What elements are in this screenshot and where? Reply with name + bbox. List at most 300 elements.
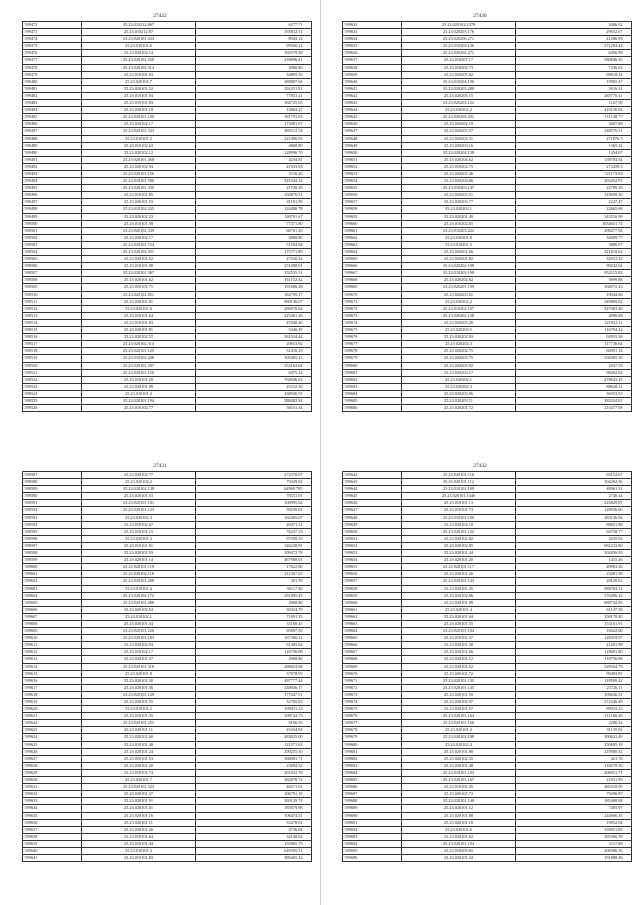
account-code-cell: 25.23.020101.35 — [402, 585, 516, 592]
amount-cell: 649395.51 — [196, 847, 312, 854]
record-id-cell: 599655 — [343, 185, 402, 192]
table-row — [343, 720, 632, 727]
record-id-cell: 599622 — [23, 720, 82, 727]
amount-cell: 28129.61 — [516, 578, 632, 585]
record-id-cell: 599684 — [343, 769, 402, 776]
account-code-cell: 25.23.020203.17 — [402, 369, 516, 376]
table-row — [343, 784, 632, 791]
amount-cell: 7405.97 — [516, 805, 632, 812]
table-row — [23, 178, 312, 185]
amount-cell: 109411.23 — [196, 706, 312, 713]
account-code-cell: 25.23.010101.109 — [402, 486, 516, 493]
table-row — [23, 170, 312, 177]
amount-cell: 960136.67 — [196, 298, 312, 305]
record-id-cell: 599667 — [343, 270, 402, 277]
amount-cell: 118278.39 — [516, 762, 632, 769]
account-code-cell: 25.23.020101.24 — [402, 855, 516, 862]
record-id-cell: 599479 — [23, 71, 82, 78]
amount-cell: 382878.72 — [196, 777, 312, 784]
table-row — [343, 628, 632, 635]
record-id-cell: 599636 — [343, 50, 402, 57]
table-row — [343, 241, 632, 248]
record-id-cell: 599503 — [23, 241, 82, 248]
amount-cell: 100995.64 — [196, 500, 312, 507]
record-id-cell: 599646 — [343, 121, 402, 128]
account-code-cell: 25.23.020202.93 — [402, 334, 516, 341]
table-row — [343, 606, 632, 613]
table-row — [343, 92, 632, 99]
table-row — [343, 691, 632, 698]
account-code-cell: 25.23.020102.17 — [82, 121, 196, 128]
table-row — [23, 762, 312, 769]
account-code-cell: 25.23.020101.14 — [82, 557, 196, 564]
table-row — [23, 578, 312, 585]
table-row — [343, 805, 632, 812]
account-code-cell: 25.23.020101.156 — [82, 170, 196, 177]
amount-cell: 106474.51 — [196, 812, 312, 819]
amount-cell: 111148.77 — [516, 114, 632, 121]
amount-cell: 385512.54 — [196, 128, 312, 135]
amount-cell: 99483.85 — [516, 670, 632, 677]
amount-cell: 109472.78 — [196, 550, 312, 557]
amount-cell: 191888.26 — [516, 855, 632, 862]
page-number: 27430 — [473, 13, 487, 19]
account-code-cell: 25.23.020101.116 — [402, 472, 516, 479]
record-id-cell: 599676 — [343, 334, 402, 341]
account-code-cell: 25.23.020202.138 — [402, 312, 516, 319]
amount-cell: 206586.16 — [516, 847, 632, 854]
account-code-cell: 25.23.020204.138 — [402, 149, 516, 156]
account-code-cell: 25.23.010102.1 — [82, 613, 196, 620]
table-row — [23, 791, 312, 798]
account-code-cell: 25.23.020101.44 — [402, 550, 516, 557]
table-row — [343, 85, 632, 92]
record-id-cell: 599635 — [23, 812, 82, 819]
account-code-cell: 25.23.010101.64 — [82, 833, 196, 840]
record-id-cell: 599677 — [343, 341, 402, 348]
record-id-cell: 599605 — [23, 599, 82, 606]
record-id-cell: 599495 — [23, 185, 82, 192]
amount-cell: 48961.51 — [516, 486, 632, 493]
record-id-cell: 599499 — [23, 213, 82, 220]
amount-cell: 498477.94 — [516, 227, 632, 234]
amount-cell: 213477.58 — [516, 405, 632, 412]
table-row — [23, 507, 312, 514]
record-id-cell: 599496 — [23, 192, 82, 199]
table-row — [343, 156, 632, 163]
record-id-cell: 599662 — [343, 234, 402, 241]
amount-cell: 155865.79 — [196, 840, 312, 847]
record-id-cell: 599507 — [23, 270, 82, 277]
account-code-cell: 25.23.010203.198 — [402, 270, 516, 277]
record-id-cell: 599665 — [343, 256, 402, 263]
table-row — [343, 355, 632, 362]
record-id-cell: 599500 — [23, 220, 82, 227]
record-id-cell: 599644 — [343, 486, 402, 493]
amount-cell: 99560.24 — [196, 43, 312, 50]
amount-cell: 77471.80 — [196, 220, 312, 227]
account-code-cell: 25.23.010101.73 — [402, 507, 516, 514]
amount-cell: 108744.73 — [196, 713, 312, 720]
record-id-cell: 599661 — [343, 227, 402, 234]
record-id-cell: 599490 — [23, 149, 82, 156]
amount-cell: 19052.94 — [516, 819, 632, 826]
table-row — [343, 479, 632, 486]
record-id-cell: 599658 — [343, 206, 402, 213]
table-row — [343, 677, 632, 684]
account-code-cell: 25.23.010101.506 — [82, 178, 196, 185]
table-row — [23, 620, 312, 627]
amount-cell: 106791.18 — [196, 791, 312, 798]
table-row — [23, 192, 312, 199]
table-row — [343, 227, 632, 234]
table-row — [343, 656, 632, 663]
account-code-cell: 25.23.020203.77 — [402, 199, 516, 206]
amount-cell: 17622.80 — [196, 564, 312, 571]
record-id-cell: 599511 — [23, 298, 82, 305]
amount-cell: 164725.63 — [196, 100, 312, 107]
record-id-cell: 599517 — [23, 341, 82, 348]
amount-cell: 288807.04 — [196, 78, 312, 85]
table-row — [23, 22, 312, 29]
records-table — [342, 471, 632, 862]
account-code-cell: 25.23.020102.82 — [402, 535, 516, 542]
amount-cell: 37878.93 — [196, 670, 312, 677]
account-code-cell: 25.23.020101.8 — [82, 670, 196, 677]
amount-cell: 41933.83 — [196, 163, 312, 170]
account-code-cell: 25.23.020101.323 — [82, 784, 196, 791]
record-id-cell: 599606 — [23, 606, 82, 613]
account-code-cell: 25.23.020203.11 — [402, 397, 516, 404]
amount-cell: 61147.58 — [516, 606, 632, 613]
amount-cell: 285770.41 — [516, 92, 632, 99]
account-code-cell: 25.23.020101.52 — [82, 256, 196, 263]
record-id-cell: 599650 — [343, 528, 402, 535]
amount-cell: 185879.98 — [196, 805, 312, 812]
account-code-cell: 25.23.020101.123 — [82, 507, 196, 514]
record-id-cell: 599631 — [23, 784, 82, 791]
table-row — [343, 642, 632, 649]
account-code-cell: 25.23.020101.60 — [82, 734, 196, 741]
amount-cell: 3886.07 — [516, 241, 632, 248]
record-id-cell: 599474 — [23, 36, 82, 43]
table-row — [343, 706, 632, 713]
account-code-cell: 25.23.020102.66 — [402, 592, 516, 599]
amount-cell: 438036.53 — [196, 390, 312, 397]
table-row — [343, 528, 632, 535]
record-id-cell: 599686 — [343, 405, 402, 412]
record-id-cell: 599596 — [23, 535, 82, 542]
record-id-cell: 599612 — [23, 649, 82, 656]
account-code-cell: 25.23.020203.122 — [402, 100, 516, 107]
table-row — [23, 256, 312, 263]
table-row — [23, 305, 312, 312]
amount-cell: 59239.81 — [196, 507, 312, 514]
account-code-cell: 25.23.020101.7 — [82, 78, 196, 85]
table-row — [23, 713, 312, 720]
record-id-cell: 599652 — [343, 542, 402, 549]
record-id-cell: 599628 — [23, 762, 82, 769]
record-id-cell: 599635 — [343, 43, 402, 50]
table-row — [343, 521, 632, 528]
account-code-cell: 25.23.010101.40 — [82, 741, 196, 748]
account-code-cell: 25.23.020101.255 — [82, 720, 196, 727]
record-id-cell: 599649 — [343, 521, 402, 528]
record-id-cell: 599651 — [343, 156, 402, 163]
record-id-cell: 599482 — [23, 92, 82, 99]
account-code-cell: 25.23.020101.104 — [402, 840, 516, 847]
amount-cell: 271284.42 — [516, 43, 632, 50]
amount-cell: 124486.78 — [196, 206, 312, 213]
account-code-cell: 25.23.020201.199 — [402, 284, 516, 291]
amount-cell: 30324.79 — [196, 606, 312, 613]
record-id-cell: 599591 — [23, 500, 82, 507]
record-id-cell: 599587 — [23, 472, 82, 479]
table-row — [343, 727, 632, 734]
record-id-cell: 599610 — [23, 635, 82, 642]
account-code-cell: 25.23.020101.55 — [82, 699, 196, 706]
record-id-cell: 599523 — [23, 383, 82, 390]
records-table — [22, 471, 312, 862]
account-code-cell: 25.23.020101.88 — [402, 812, 516, 819]
account-code-cell: 25.23.020101.26 — [402, 571, 516, 578]
record-id-cell: 599666 — [343, 263, 402, 270]
account-code-cell: 25.23.020101.109 — [402, 734, 516, 741]
table-row — [23, 557, 312, 564]
record-id-cell: 599656 — [343, 192, 402, 199]
table-row — [343, 376, 632, 383]
table-row — [343, 713, 632, 720]
account-code-cell: 25.23.020101.135 — [402, 677, 516, 684]
account-code-cell: 25.23.010202.75 — [402, 163, 516, 170]
table-row — [23, 185, 312, 192]
amount-cell: 91485.64 — [196, 642, 312, 649]
record-id-cell: 599607 — [23, 613, 82, 620]
table-row — [23, 734, 312, 741]
account-code-cell: 25.23.010101.58 — [82, 220, 196, 227]
amount-cell: 167366.31 — [196, 635, 312, 642]
record-id-cell: 599492 — [23, 163, 82, 170]
table-row — [343, 348, 632, 355]
table-row — [343, 291, 632, 298]
record-id-cell: 599666 — [343, 642, 402, 649]
record-id-cell: 599473 — [23, 29, 82, 36]
amount-cell: 225461.26 — [196, 312, 312, 319]
table-row — [343, 599, 632, 606]
account-code-cell: 25.23.010102.208 — [82, 355, 196, 362]
account-code-cell: 25.23.020101.558 — [82, 57, 196, 64]
amount-cell: 31135.92 — [516, 727, 632, 734]
amount-cell: 272370.07 — [196, 472, 312, 479]
record-id-cell: 599494 — [23, 178, 82, 185]
account-code-cell: 25.23.020101.148 — [402, 798, 516, 805]
record-id-cell: 599680 — [343, 362, 402, 369]
account-code-cell: 25.23.020101.18 — [82, 107, 196, 114]
account-code-cell: 25.23.010212.87 — [82, 29, 196, 36]
amount-cell: 23281.58 — [516, 571, 632, 578]
account-code-cell: 25.23.020101.433 — [82, 36, 196, 43]
table-row — [343, 369, 632, 376]
account-code-cell: 25.23.020101.12 — [402, 656, 516, 663]
table-row — [343, 192, 632, 199]
table-row — [343, 22, 632, 29]
amount-cell: 118500.42 — [516, 677, 632, 684]
table-row — [23, 628, 312, 635]
record-id-cell: 599493 — [23, 170, 82, 177]
account-code-cell: 25.23.020101.112 — [402, 479, 516, 486]
account-code-cell: 25.23.010101.3 — [82, 847, 196, 854]
table-row — [23, 550, 312, 557]
table-row — [23, 613, 312, 620]
account-code-cell: 25.23.020201.2 — [402, 298, 516, 305]
record-id-cell: 599621 — [23, 713, 82, 720]
amount-cell: 1454.07 — [516, 149, 632, 156]
account-code-cell: 25.23.020203.20 — [402, 319, 516, 326]
record-id-cell: 599632 — [23, 791, 82, 798]
table-row — [343, 256, 632, 263]
amount-cell: 199791.67 — [196, 213, 312, 220]
record-id-cell: 599618 — [23, 691, 82, 698]
table-row — [343, 777, 632, 784]
record-id-cell: 599516 — [23, 334, 82, 341]
table-row — [343, 263, 632, 270]
record-id-cell: 599472 — [23, 22, 82, 29]
amount-cell: 321818.62 — [516, 249, 632, 256]
account-code-cell: 25.23.020101.37 — [82, 791, 196, 798]
table-row — [343, 585, 632, 592]
table-row — [23, 213, 312, 220]
account-code-cell: 25.23.010203.147 — [402, 185, 516, 192]
table-row — [23, 71, 312, 78]
record-id-cell: 599640 — [343, 78, 402, 85]
amount-cell: 117736.64 — [516, 341, 632, 348]
account-code-cell: 25.23.020101.194 — [82, 397, 196, 404]
table-row — [23, 50, 312, 57]
amount-cell: 6277.71 — [196, 22, 312, 29]
record-id-cell: 599498 — [23, 206, 82, 213]
amount-cell: 23694.32 — [196, 762, 312, 769]
account-code-cell: 25.23.010102.77 — [82, 405, 196, 412]
account-code-cell: 25.23.020101.119 — [82, 564, 196, 571]
amount-cell: 71891.35 — [196, 613, 312, 620]
table-row — [343, 185, 632, 192]
record-id-cell: 599695 — [343, 847, 402, 854]
table-row — [23, 163, 312, 170]
record-id-cell: 599650 — [343, 149, 402, 156]
table-row — [343, 277, 632, 284]
amount-cell: 248576.31 — [516, 128, 632, 135]
table-row — [343, 755, 632, 762]
amount-cell: 32931.32 — [516, 256, 632, 263]
record-id-cell: 599590 — [23, 493, 82, 500]
table-row — [23, 277, 312, 284]
account-code-cell: 25.23.020101.164 — [402, 713, 516, 720]
account-code-cell: 25.23.020101.55 — [402, 620, 516, 627]
record-id-cell: 599669 — [343, 284, 402, 291]
record-id-cell: 599603 — [23, 585, 82, 592]
account-code-cell: 25.23.010101.20 — [82, 376, 196, 383]
table-row — [23, 376, 312, 383]
table-row — [23, 291, 312, 298]
amount-cell: 2286.22 — [516, 720, 632, 727]
table-row — [23, 855, 312, 862]
amount-cell: 385318.09 — [516, 784, 632, 791]
amount-cell: 98492.02 — [516, 369, 632, 376]
amount-cell: 9166.55 — [196, 720, 312, 727]
account-code-cell: 25.23.010102.335 — [82, 206, 196, 213]
record-id-cell: 599657 — [343, 578, 402, 585]
account-code-cell: 25.23.020102.12 — [82, 149, 196, 156]
record-id-cell: 599614 — [23, 663, 82, 670]
amount-cell: 152535.51 — [196, 270, 312, 277]
account-code-cell: 25.23.020101.44 — [82, 620, 196, 627]
table-row — [23, 362, 312, 369]
table-row — [343, 312, 632, 319]
amount-cell: 102856.93 — [516, 550, 632, 557]
record-id-cell: 599626 — [23, 748, 82, 755]
account-code-cell: 25.23.010101.2 — [82, 135, 196, 142]
record-id-cell: 599476 — [23, 50, 82, 57]
amount-cell: 32785.83 — [196, 699, 312, 706]
account-code-cell: 25.23.020101.143 — [402, 578, 516, 585]
record-id-cell: 599648 — [343, 135, 402, 142]
account-code-cell: 25.23.020102.3 — [82, 514, 196, 521]
record-id-cell: 599642 — [343, 92, 402, 99]
record-id-cell: 599667 — [343, 649, 402, 656]
record-id-cell: 599659 — [343, 592, 402, 599]
table-row — [343, 748, 632, 755]
record-id-cell: 599518 — [23, 348, 82, 355]
account-code-cell: 25.23.020201.8 — [402, 234, 516, 241]
table-row — [23, 85, 312, 92]
account-code-cell: 25.23.020101.228 — [82, 628, 196, 635]
amount-cell: 98242.64 — [516, 263, 632, 270]
table-row — [343, 397, 632, 404]
account-code-cell: 25.23.020101.104 — [402, 628, 516, 635]
amount-cell: 116794.22 — [516, 327, 632, 334]
account-code-cell: 25.23.010101.91 — [82, 542, 196, 549]
record-id-cell: 599668 — [343, 277, 402, 284]
table-row — [343, 855, 632, 862]
record-id-cell: 599619 — [23, 699, 82, 706]
account-code-cell: 25.23.020202.3 — [402, 383, 516, 390]
record-id-cell: 599659 — [343, 213, 402, 220]
account-code-cell: 25.23.020102.314 — [82, 341, 196, 348]
table-row — [343, 319, 632, 326]
table-row — [23, 206, 312, 213]
table-row — [23, 249, 312, 256]
amount-cell: 6475.22 — [196, 369, 312, 376]
amount-cell: 97458.33 — [196, 535, 312, 542]
account-code-cell: 25.23.020205.15 — [402, 92, 516, 99]
table-row — [23, 383, 312, 390]
record-id-cell: 599629 — [23, 769, 82, 776]
amount-cell: 3607.89 — [516, 121, 632, 128]
record-id-cell: 599519 — [23, 355, 82, 362]
record-id-cell: 599611 — [23, 642, 82, 649]
table-row — [23, 535, 312, 542]
account-code-cell: 25.23.020101.330 — [82, 185, 196, 192]
records-table — [22, 21, 312, 412]
account-code-cell: 25.23.020101.88 — [402, 748, 516, 755]
account-code-cell: 25.23.020201.66 — [402, 249, 516, 256]
amount-cell: 36953.53 — [516, 390, 632, 397]
amount-cell: 721173.83 — [516, 170, 632, 177]
table-row — [343, 571, 632, 578]
table-row — [23, 341, 312, 348]
record-id-cell: 599509 — [23, 284, 82, 291]
table-row — [343, 550, 632, 557]
